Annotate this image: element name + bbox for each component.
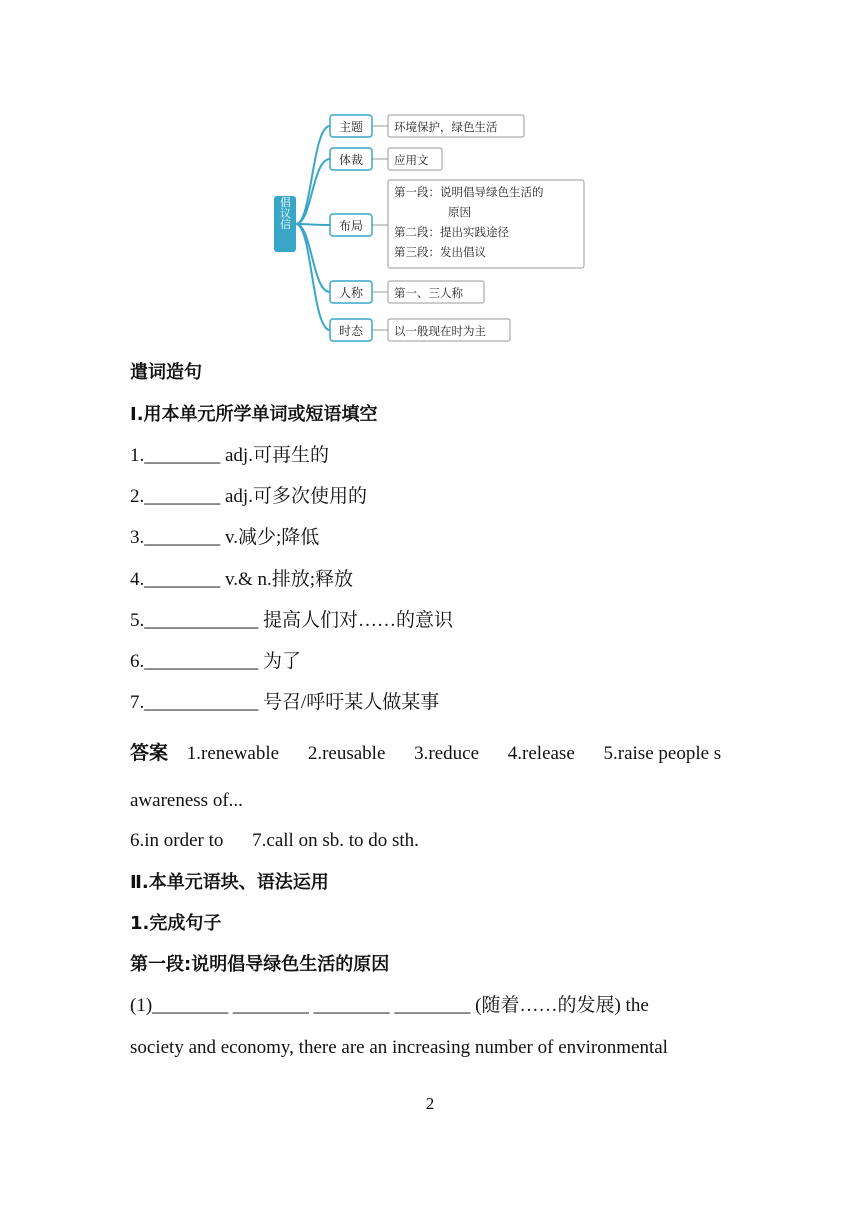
- part2-title: Ⅱ.本单元语块、语法运用: [130, 872, 329, 893]
- question-1-continued: society and economy, there are an increasing number of environmental: [130, 1037, 668, 1058]
- svg-text:倡议信: 倡议信: [278, 196, 292, 230]
- mind-map-connector: [296, 126, 330, 224]
- mind-map-value-1: [388, 115, 524, 137]
- svg-text:环境保护，绿色生活: 环境保护，绿色生活: [394, 120, 498, 134]
- svg-text:应用文: 应用文: [394, 153, 429, 167]
- mind-map-connector: [296, 224, 330, 330]
- fill-item-6: 6.____________ 为了: [130, 651, 302, 672]
- fill-item-1: 1.________ adj.可再生的: [130, 445, 329, 466]
- answer-label: 答案: [130, 742, 169, 764]
- mind-map-value-4: [388, 281, 484, 303]
- section-title: 遣词造句: [130, 362, 202, 383]
- mind-map-value-2: [388, 148, 442, 170]
- part2-sub: 1.完成句子: [130, 913, 222, 934]
- answer-line-1: [130, 742, 721, 765]
- mind-map-key-5: [330, 319, 372, 341]
- mind-map-key-4: [330, 281, 372, 303]
- svg-text:第一段：说明倡导绿色生活的: 第一段：说明倡导绿色生活的: [394, 185, 544, 199]
- svg-text:第三段：发出倡议: 第三段：发出倡议: [394, 245, 486, 259]
- fill-item-2: 2.________ adj.可多次使用的: [130, 486, 367, 507]
- mind-map-center-node: [274, 196, 296, 252]
- answer-line-2: awareness of...: [130, 790, 243, 811]
- svg-text:主题: 主题: [338, 120, 364, 134]
- mind-map-value-5: [388, 319, 510, 341]
- answer-2: 2.reusable: [307, 743, 386, 764]
- fill-item-4: 4.________ v.& n.排放;释放: [130, 569, 354, 590]
- mind-map-key-1: [330, 115, 372, 137]
- svg-text:以一般现在时为主: 以一般现在时为主: [394, 324, 486, 338]
- part1-title: Ⅰ.用本单元所学单词或短语填空: [130, 404, 378, 425]
- mind-map-key-3: [330, 214, 372, 236]
- answer-5: 5.raise people s: [603, 743, 722, 764]
- question-1: (1)________ ________ ________ ________ (随着……的发展) the: [130, 995, 649, 1016]
- svg-text:第二段：提出实践途径: 第二段：提出实践途径: [394, 225, 509, 239]
- answer-7: 7.call on sb. to do sth.: [252, 830, 419, 851]
- fill-item-5: 5.____________ 提高人们对……的意识: [130, 610, 454, 631]
- svg-text:第一、三人称: 第一、三人称: [394, 286, 463, 300]
- answer-3: 3.reduce: [414, 743, 480, 764]
- fill-item-7: 7.____________ 号召/呼吁某人做某事: [130, 692, 440, 713]
- fill-item-3: 3.________ v.减少;降低: [130, 527, 320, 548]
- answer-4: 4.release: [507, 743, 575, 764]
- answer-6: 6.in order to: [130, 830, 224, 851]
- mind-map: [0, 0, 860, 350]
- mind-map-value-3: [388, 180, 584, 268]
- mind-map-key-2: [330, 148, 372, 170]
- mind-map-connector: [296, 224, 330, 225]
- svg-text:人称: 人称: [338, 286, 364, 300]
- paragraph-title: 第一段:说明倡导绿色生活的原因: [130, 954, 390, 975]
- svg-text:时态: 时态: [338, 324, 364, 338]
- page-number: 2: [425, 1094, 435, 1113]
- svg-text:体裁: 体裁: [338, 153, 364, 167]
- answer-line-3: [130, 830, 419, 852]
- svg-text:原因: 原因: [448, 205, 471, 219]
- svg-text:布局: 布局: [338, 219, 364, 233]
- answer-1: 1.renewable: [186, 743, 280, 764]
